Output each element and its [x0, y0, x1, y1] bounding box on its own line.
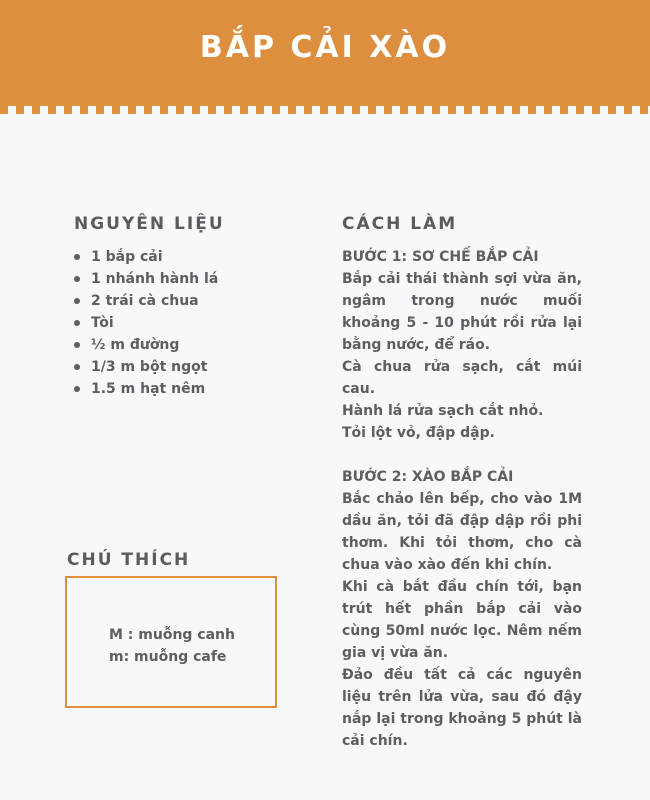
step-2-title: BƯỚC 2: XÀO BẮP CẢI: [342, 469, 514, 485]
step-2-paragraph: Đảo đều tất cả các nguyên liệu trên lửa vừa, sau đó đậy nắp lại trong khoảng 5 phút là cải chín.: [342, 667, 582, 749]
step-1-paragraph: Bắp cải thái thành sợi vừa ăn, ngâm trong nước muối khoảng 5 - 10 phút rồi rửa lại bằng nước, để ráo.: [342, 271, 582, 353]
notes-content: [109, 624, 235, 668]
step-1-paragraph: Tỏi lột vỏ, đập dập.: [342, 425, 495, 441]
ingredient-item: 1 nhánh hành lá: [74, 268, 218, 290]
step-1-paragraph: Cà chua rửa sạch, cắt múi cau.: [342, 359, 582, 397]
banner-scalloped-edge: [0, 106, 650, 114]
ingredients-list: [74, 246, 218, 400]
notes-heading: CHÚ THÍCH: [67, 550, 191, 570]
note-line: m: muỗng cafe: [109, 649, 227, 665]
ingredient-item: Tòi: [74, 312, 218, 334]
method-steps: [342, 246, 582, 752]
ingredient-item: 2 trái cà chua: [74, 290, 218, 312]
step-1-title: BƯỚC 1: SƠ CHẾ BẮP CẢI: [342, 249, 539, 265]
ingredient-item: ½ m đường: [74, 334, 218, 356]
step-2-paragraph: Bắc chảo lên bếp, cho vào 1M dầu ăn, tỏi đã đập dập rồi phi thơm. Khi tỏi thơm, cho cà chua vào xào đến khi chín.: [342, 491, 582, 573]
ingredient-item: 1.5 m hạt nêm: [74, 378, 218, 400]
ingredient-item: 1 bắp cải: [74, 246, 218, 268]
step-spacer: [342, 444, 582, 466]
note-line: M : muỗng canh: [109, 627, 235, 643]
step-2-paragraph: Khi cà bắt đầu chín tới, bạn trút hết phần bắp cải vào cùng 50ml nước lọc. Nêm nếm gia vị vừa ăn.: [342, 579, 582, 661]
ingredients-heading: NGUYÊN LIỆU: [74, 214, 225, 234]
ingredient-item: 1/3 m bột ngọt: [74, 356, 218, 378]
notes-box: [65, 576, 277, 708]
method-heading: CÁCH LÀM: [342, 214, 458, 234]
step-1-paragraph: Hành lá rửa sạch cắt nhỏ.: [342, 403, 544, 419]
recipe-title: BẮP CẢI XÀO: [199, 30, 451, 65]
title-banner: [0, 0, 650, 106]
